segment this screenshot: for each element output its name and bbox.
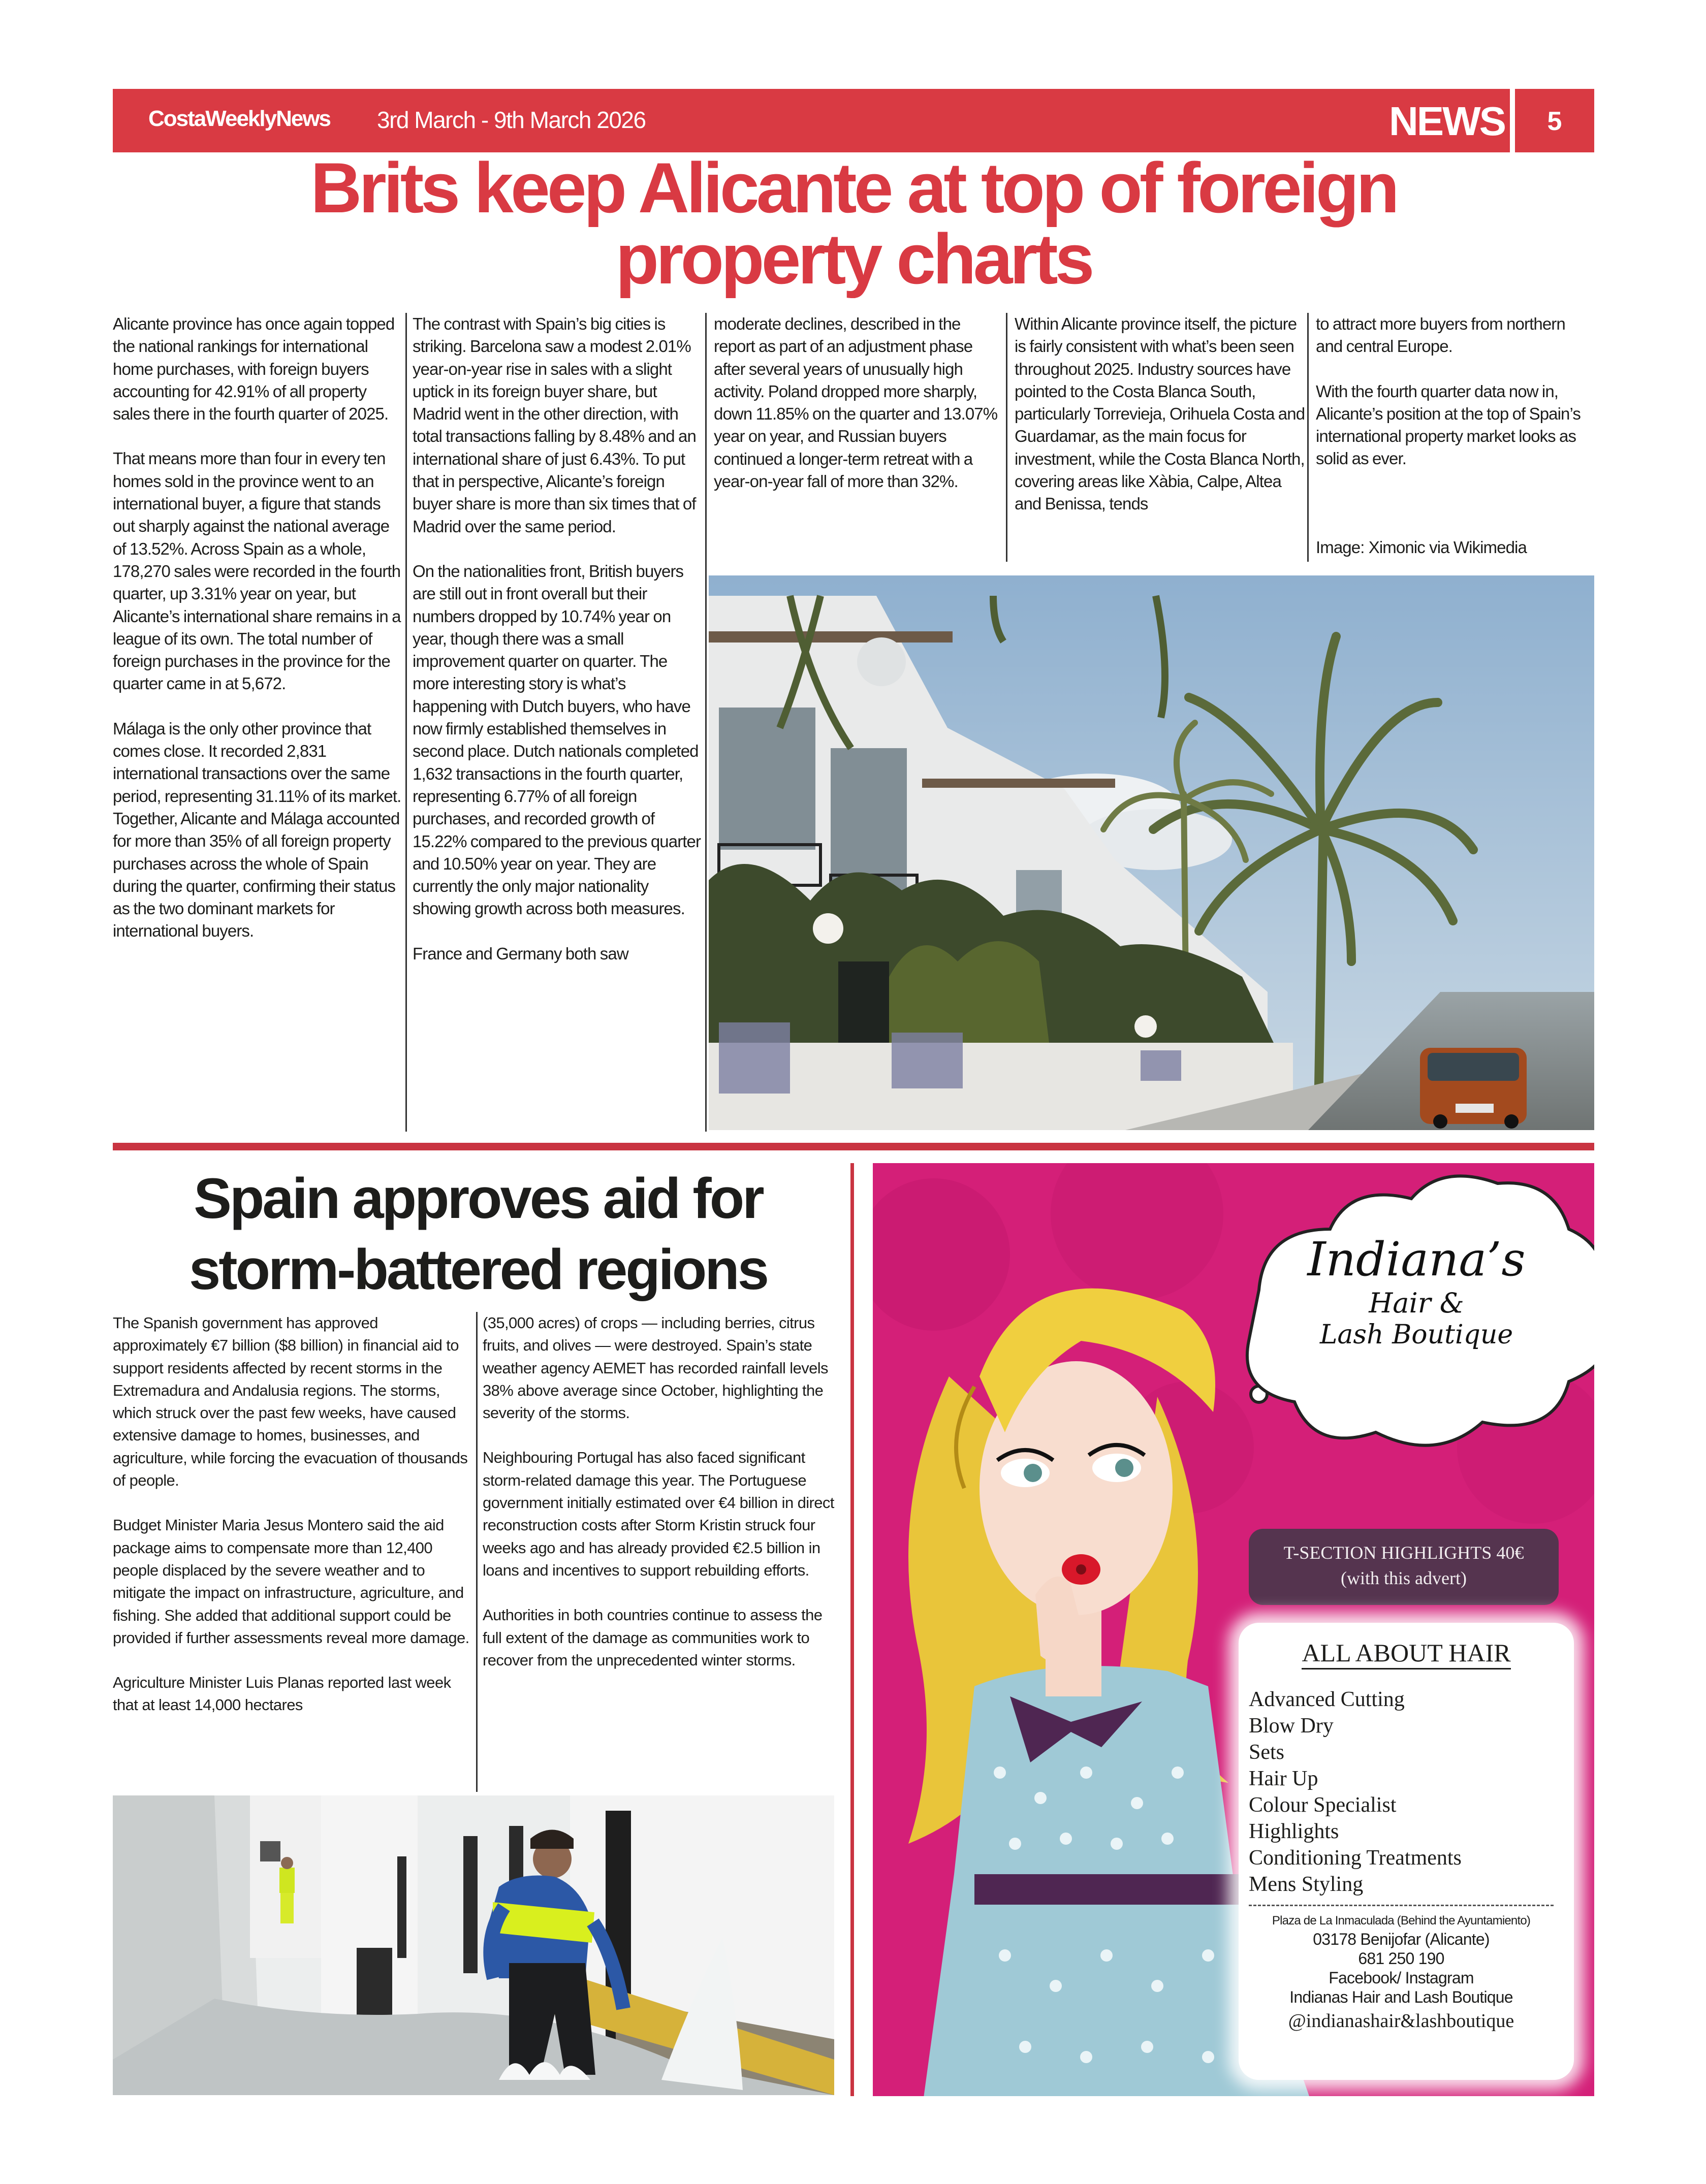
article1-headline-line1: Brits keep Alicante at top of foreign xyxy=(310,148,1397,228)
paragraph: Authorities in both countries continue to assess the full extent of the damage as communities work to recover from the unprecedented winter storms. xyxy=(483,1606,823,1669)
promo-condition: (with this advert) xyxy=(1341,1568,1467,1588)
article2-headline-line1: Spain approves aid for xyxy=(194,1167,763,1230)
paragraph: to attract more buyers from northern and central Europe. xyxy=(1316,314,1565,356)
service-item: Advanced Cutting xyxy=(1249,1688,1405,1711)
salon-logo-name: Indiana’s xyxy=(1307,1232,1526,1287)
article2-headline xyxy=(113,1163,843,1305)
paragraph: (35,000 acres) of crops — including berries, citrus fruits, and olives — were destroyed. Spain’s state weather agency AEMET has recorded rainfall levels 38% above average since October, highlighting the severity of the storms. xyxy=(483,1314,828,1422)
social-handle[interactable]: @indianashair&lashboutique xyxy=(1288,2010,1514,2032)
image-credit: Image: Ximonic via Wikimedia xyxy=(1316,538,1527,557)
column-divider xyxy=(476,1312,478,1792)
paragraph: That means more than four in every ten homes sold in the province went to an international buyer, a figure that stands out sharply against the national average of 13.52%. Across Spain as a whole, 178,270 sales were recorded in the fourth quarter, up 3.31% year on year, but Alicante’s international share remains in a league of its own. The total number of foreign purchases in the province for the quarter came in at 5,672. xyxy=(113,449,401,693)
paragraph: Budget Minister Maria Jesus Montero said the aid package aims to compensate more than 12,400 people displaced by the severe weather and to mitigate the impact on infrastructure, agriculture, and fishing. She added that additional support could be provided if further assessments reveal more damage. xyxy=(113,1516,469,1647)
services-list xyxy=(1249,1686,1462,1898)
paragraph: moderate declines, described in the report as part of an adjustment phase after several years of unusually high activity. Poland dropped more sharply, down 11.85% on the quarter and 13.07% year on year, and Russian buyers continued a longer-term retreat with a year-on-year fall of more than 32%. xyxy=(714,314,998,491)
services-card xyxy=(1239,1623,1574,2080)
paragraph: The contrast with Spain’s big cities is striking. Barcelona saw a modest 2.01% year-on-year rise in sales with a slight uptick in its foreign buyer share, but Madrid went in the other direction, with total transactions falling by 8.48% and an international share of just 6.43%. To put that in perspective, Alicante’s foreign buyer share is more than six times that of Madrid over the same period. xyxy=(413,314,696,536)
paragraph: France and Germany both saw xyxy=(413,944,628,963)
article1-column-3 xyxy=(714,313,1004,515)
vertical-section-divider xyxy=(850,1163,854,2096)
salon-address: Plaza de La Inmaculada (Behind the Ayuntamiento) xyxy=(1272,1914,1531,1928)
article1-column-2 xyxy=(413,313,703,987)
article1-headline xyxy=(113,148,1594,299)
services-title xyxy=(1239,1638,1574,1667)
service-item: Hair Up xyxy=(1249,1767,1318,1790)
article1-headline-line2: property charts xyxy=(615,219,1092,299)
column-divider xyxy=(705,313,707,1132)
section-label: NEWS xyxy=(1389,99,1505,144)
social-label: Facebook/ Instagram xyxy=(1329,1969,1474,1987)
article1-column-4 xyxy=(1015,313,1305,538)
service-item: Blow Dry xyxy=(1249,1714,1334,1738)
paragraph: With the fourth quarter data now in, Alicante’s position at the top of Spain’s international property market looks as solid as ever. xyxy=(1316,381,1581,468)
salon-logo-line2: Hair & xyxy=(1369,1287,1464,1319)
paragraph: The Spanish government has approved approximately €7 billion ($8 billion) in financial aid to support residents affected by recent storms in the Extremadura and Andalusia regions. The storms, which struck over the past few weeks, have caused extensive damage to homes, businesses, and agriculture, while forcing the evacuation of thousands of people. xyxy=(113,1314,468,1490)
issue-date-range: 3rd March - 9th March 2026 xyxy=(377,107,646,133)
promo-offer: T-SECTION HIGHLIGHTS 40€ xyxy=(1283,1543,1524,1563)
flooded-street-image xyxy=(113,1795,834,2095)
services-title-text: ALL ABOUT HAIR xyxy=(1302,1639,1510,1669)
article1-column-5 xyxy=(1316,313,1594,493)
paragraph: Neighbouring Portugal has also faced significant storm-related damage this year. The Portuguese government initially estimated over €4 billion in direct reconstruction costs after Storm Kristin struck four weeks ago and has already provided €2.5 billion in loans and incentives to support rebuilding efforts. xyxy=(483,1449,834,1579)
salon-town: 03178 Benijofar (Alicante) xyxy=(1313,1930,1490,1948)
column-divider xyxy=(1307,313,1309,562)
article2-column-1 xyxy=(113,1312,475,1739)
service-item: Sets xyxy=(1249,1741,1285,1764)
paragraph: Málaga is the only other province that comes close. It recorded 2,831 international transactions over the same period, representing 31.11% of its market. Together, Alicante and Málaga accounted for more than 35% of all foreign property purchases across the whole of Spain during the quarter, confirming their status as the two dominant markets for international buyers. xyxy=(113,719,401,941)
service-item: Highlights xyxy=(1249,1820,1339,1843)
page-number-box xyxy=(1515,89,1594,152)
indianas-hair-advert[interactable] xyxy=(873,1163,1594,2096)
column-divider xyxy=(405,313,407,1132)
column-divider xyxy=(1006,313,1007,562)
service-item: Colour Specialist xyxy=(1249,1793,1397,1817)
salon-logo xyxy=(1274,1232,1559,1351)
social-name: Indianas Hair and Lash Boutique xyxy=(1289,1988,1513,2006)
promo-box xyxy=(1249,1529,1559,1605)
alicante-street-image xyxy=(709,575,1594,1130)
service-item: Mens Styling xyxy=(1249,1873,1364,1896)
salon-phone[interactable]: 681 250 190 xyxy=(1358,1949,1444,1968)
paragraph: Agriculture Minister Luis Planas reported last week that at least 14,000 hectares xyxy=(113,1674,451,1714)
article2-column-2 xyxy=(483,1312,844,1694)
paragraph: Within Alicante province itself, the picture is fairly consistent with what’s been seen throughout 2025. Industry sources have pointed to the Costa Blanca South, particularly Torrevieja, Orihuela Costa and Guardamar, as the main focus for investment, while the Costa Blanca North, covering areas like Xàbia, Calpe, Altea and Benissa, tends xyxy=(1015,314,1305,513)
page-number: 5 xyxy=(1547,107,1562,136)
flooded-street-photo xyxy=(113,1795,834,2095)
dashed-divider xyxy=(1249,1905,1554,1906)
article2-headline-line2: storm-battered regions xyxy=(189,1238,767,1301)
section-divider xyxy=(113,1143,1594,1150)
service-item: Conditioning Treatments xyxy=(1249,1846,1462,1870)
paragraph: On the nationalities front, British buyers are still out in front overall but their numbers dropped by 10.74% year on year, though there was a small improvement quarter on quarter. The more interesting story is what’s happening with Dutch buyers, who have now firmly established themselves in second place. Dutch nationals completed 1,632 transactions in the fourth quarter, representing 6.77% of all foreign purchases, and recorded growth of 15.22% compared to the previous quarter and 10.50% year on year. They are currently the only major nationality showing growth across both measures. xyxy=(413,561,701,918)
contact-details xyxy=(1239,1912,1564,2033)
article1-column-1 xyxy=(113,313,403,965)
masthead-bar xyxy=(113,89,1510,152)
paragraph: Alicante province has once again topped the national rankings for international home purchases, with foreign buyers accounting for 42.91% of all property sales there in the fourth quarter of 2025. xyxy=(113,314,395,424)
publication-name: CostaWeeklyNews xyxy=(148,106,331,131)
salon-logo-line3: Lash Boutique xyxy=(1319,1320,1513,1350)
alicante-street-photo xyxy=(709,575,1594,1130)
